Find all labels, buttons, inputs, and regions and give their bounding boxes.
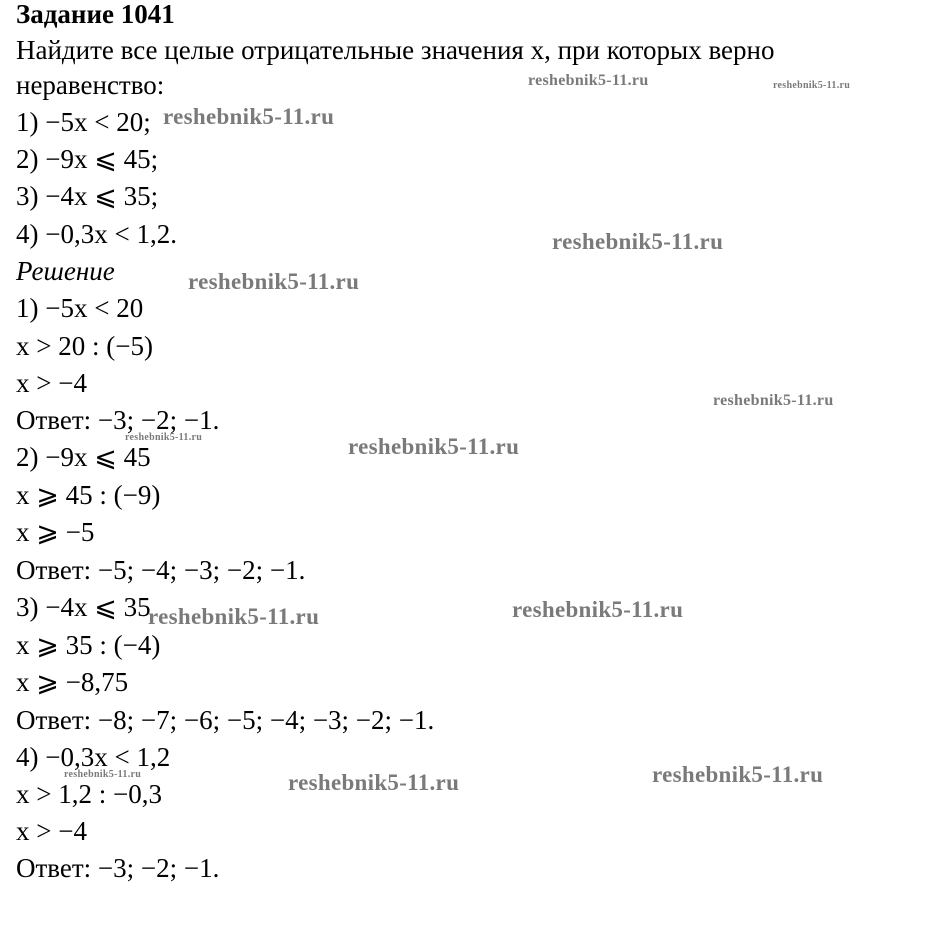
task-statement-line-1: Найдите все целые отрицательные значения x, при которых верно [16,35,775,65]
solution-line: 3) −4x ⩽ 35 [16,592,151,622]
watermark: reshebnik5-11.ru [64,769,142,780]
solution-line: x ⩾ 45 : (−9) [16,480,161,510]
task-statement-line-2: неравенство: [16,70,165,100]
solution-answer: Ответ: −3; −2; −1. [16,853,220,883]
solution-line: 4) −0,3x < 1,2 [16,742,171,772]
solution-line: x ⩾ 35 : (−4) [16,630,161,660]
solution-answer: Ответ: −3; −2; −1. [16,405,220,435]
watermark: reshebnik5-11.ru [288,770,460,795]
watermark: reshebnik5-11.ru [348,434,520,459]
solution-line: x > 1,2 : −0,3 [16,779,162,809]
solution-line: x > −4 [16,368,87,398]
task-item-3: 3) −4x ⩽ 35; [16,181,159,211]
watermark: reshebnik5-11.ru [148,604,320,629]
solution-line: x > 20 : (−5) [16,331,153,361]
solution-line: 1) −5x < 20 [16,293,144,323]
watermark: reshebnik5-11.ru [652,762,824,787]
watermark: reshebnik5-11.ru [188,269,360,294]
watermark: reshebnik5-11.ru [163,104,335,129]
watermark: reshebnik5-11.ru [125,432,203,443]
task-item-4: 4) −0,3x < 1,2. [16,219,177,249]
watermark: reshebnik5-11.ru [773,80,851,91]
solution-line: x ⩾ −8,75 [16,667,129,697]
solution-answer: Ответ: −8; −7; −6; −5; −4; −3; −2; −1. [16,705,435,735]
watermark: reshebnik5-11.ru [528,72,649,89]
solution-heading: Решение [16,256,115,286]
task-item-2: 2) −9x ⩽ 45; [16,144,159,174]
task-item-1: 1) −5x < 20; [16,107,151,137]
solution-line: 2) −9x ⩽ 45 [16,442,151,472]
watermark: reshebnik5-11.ru [552,229,724,254]
solution-line: x > −4 [16,816,87,846]
watermark: reshebnik5-11.ru [713,392,834,409]
task-title: Задание 1041 [16,0,175,29]
watermark: reshebnik5-11.ru [512,597,684,622]
solution-answer: Ответ: −5; −4; −3; −2; −1. [16,555,306,585]
solution-line: x ⩾ −5 [16,517,95,547]
